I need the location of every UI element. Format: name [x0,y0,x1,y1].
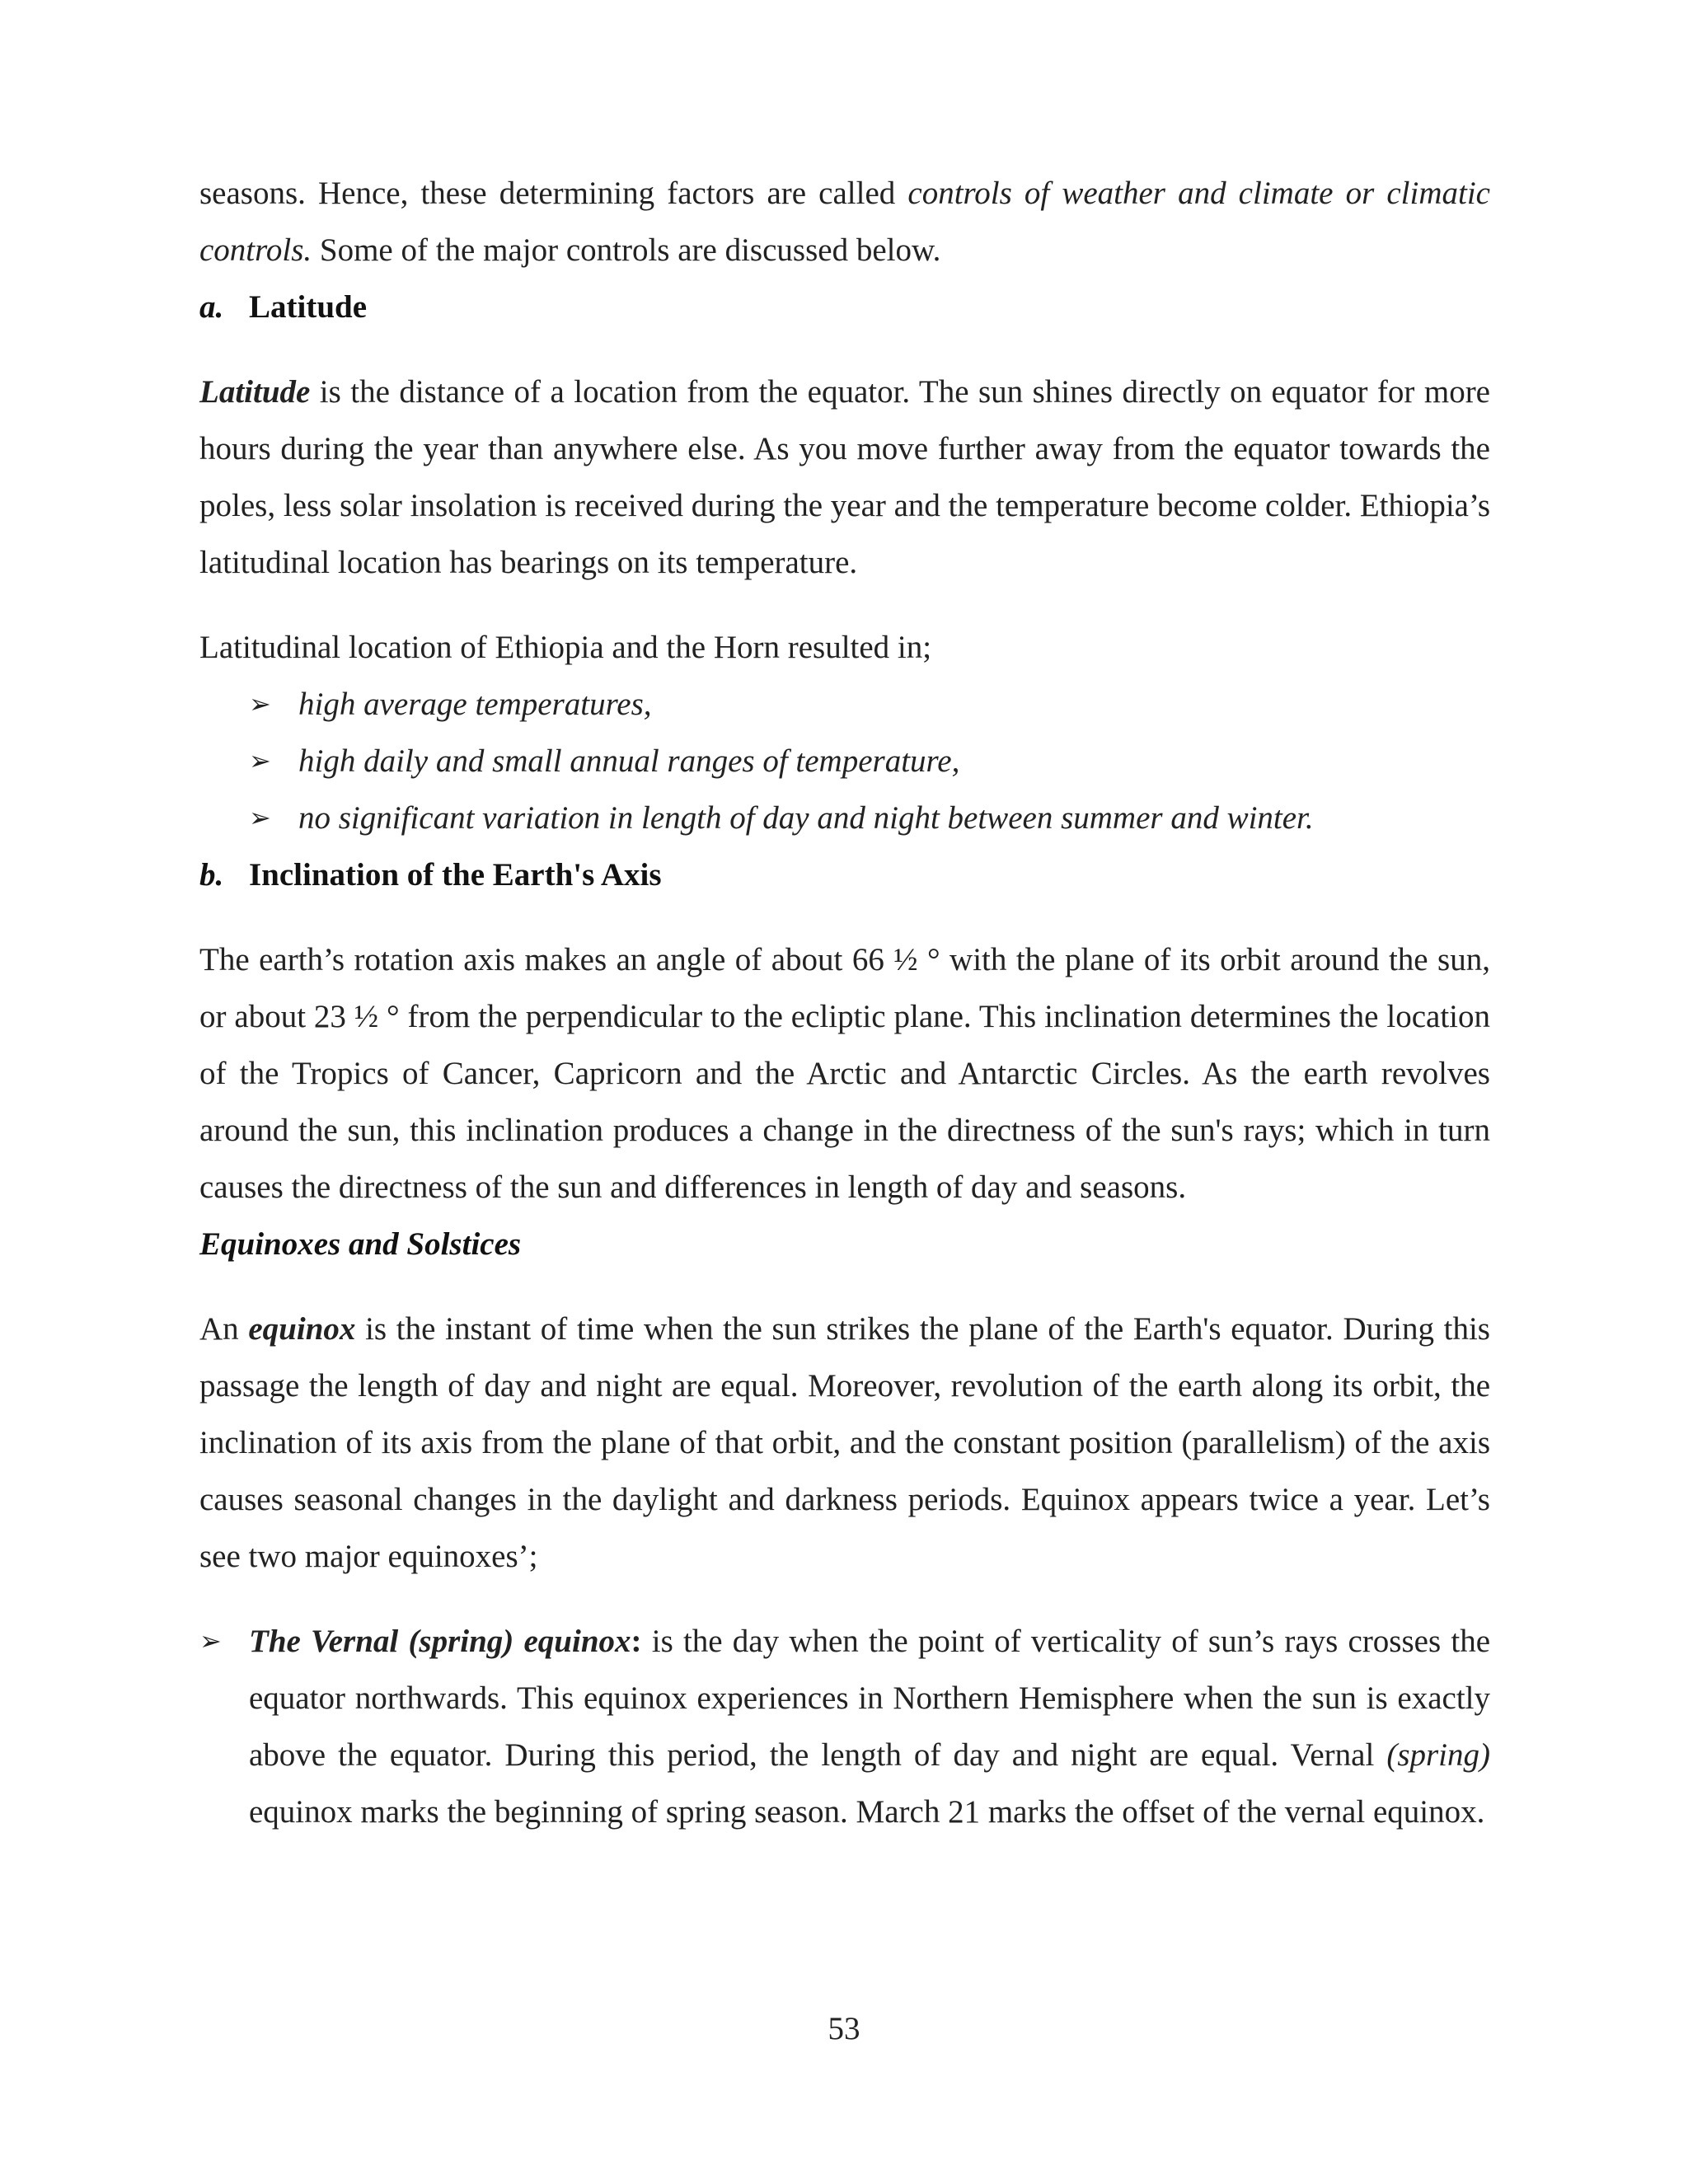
arrow-bullet-icon: ➢ [199,1626,222,1656]
document-page [199,165,1490,1840]
vernal-equinox-item: ➢ The Vernal (spring) equinox: is the day when the point of verticality of sun’s rays crosses the equator northwards. This equinox experiences in Northern Hemisphere when the sun is exactly above the equator. During this period, the length of day and night are equal. Vernal (spring) equinox marks the beginning of spring season. March 21 marks the offset of the vernal equinox. [199,1613,1490,1840]
climatic-controls-term: controls of weather and climate or climatic controls. [199,176,1490,268]
list-item: ➢ no significant variation in length of day and night between summer and winter. [249,790,1490,846]
section-a-heading: a. Latitude [199,289,368,325]
equinox-paragraph: An equinox is the instant of time when the sun strikes the plane of the Earth's equator. During this passage the length of day and night are equal. Moreover, revolution of the earth along its orbit, the inclination of its axis from the plane of that orbit, and the constant position (parallelism) of the axis causes seasonal changes in the daylight and darkness periods. Equinox appears twice a year. Let’s see two major equinoxes’; [199,1311,1490,1574]
latitude-results-intro: Latitudinal location of Ethiopia and the Horn resulted in; [199,630,932,665]
latitude-paragraph: Latitude is the distance of a location from the equator. The sun shines directly on equator for more hours during the year than anywhere else. As you move further away from the equator towards the poles, less solar insolation is received during the year and the temperature become colder. Ethiopia’s latitudinal location has bearings on its temperature. [199,374,1490,580]
page-number: 53 [828,2011,860,2046]
arrow-bullet-icon: ➢ [249,803,271,832]
equinox-term: equinox [248,1311,356,1347]
latitude-results-list [199,676,1490,846]
intro-paragraph: seasons. Hence, these determining factors are called controls of weather and climate or climatic controls. Some of the major controls are discussed below. [199,176,1490,268]
latitude-term: Latitude [199,374,311,410]
inclination-paragraph: The earth’s rotation axis makes an angle of about 66 ½ ° with the plane of its orbit around the sun, or about 23 ½ ° from the perpendicular to the ecliptic plane. This inclination determines the location of the Tropics of Cancer, Capricorn and the Arctic and Antarctic Circles. As the earth revolves around the sun, this inclination produces a change in the directness of the sun's rays; which in turn causes the directness of the sun and differences in length of day and seasons. [199,942,1490,1205]
vernal-equinox-term: The Vernal (spring) equinox [249,1624,631,1659]
list-item: ➢ high average temperatures, [249,676,1490,733]
equinoxes-heading: Equinoxes and Solstices [199,1226,522,1262]
arrow-bullet-icon: ➢ [249,746,271,776]
list-item: ➢ high daily and small annual ranges of temperature, [249,733,1490,790]
arrow-bullet-icon: ➢ [249,689,271,719]
section-b-heading: b. Inclination of the Earth's Axis [199,857,662,893]
